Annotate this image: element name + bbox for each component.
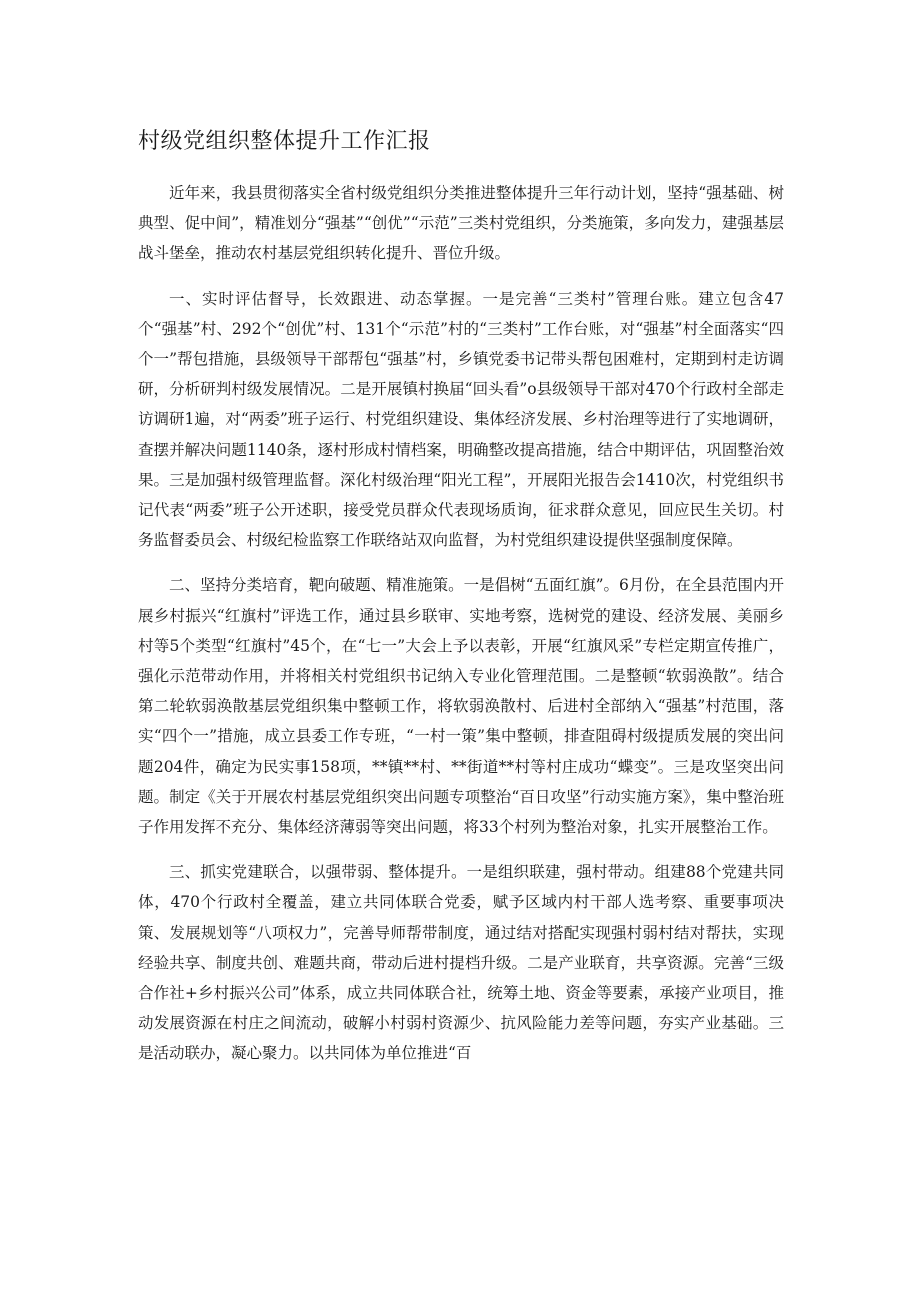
document-body xyxy=(138,178,784,1084)
section-two-paragraph: 二、坚持分类培育，靶向破题、精准施策。一是倡树“五面红旗”。6月份，在全县范围内开展乡村振兴“红旗村”评选工作，通过县乡联审、实地考察，选树党的建设、经济发展、美丽乡村等5个类型“红旗村”45个，在“七一”大会上予以表彰，开展“红旗风采”专栏定期宣传推广，强化示范带动作用，并将相关村党组织书记纳入专业化管理范围。二是整顿“软弱涣散”。结合第二轮软弱涣散基层党组织集中整顿工作，将软弱涣散村、后进村全部纳入“强基”村范围，落实“四个一”措施，成立县委工作专班，“一村一策”集中整顿，排查阻碍村级提质发展的突出问题204件，确定为民实事158项，**镇**村、**街道**村等村庄成功“蝶变”。三是攻坚突出问题。制定《关于开展农村基层党组织突出问题专项整治“百日攻坚”行动实施方案》，集中整治班子作用发挥不充分、集体经济薄弱等突出问题，将33个村列为整治对象，扎实开展整治工作。 xyxy=(138,576,784,837)
document-title: 村级党组织整体提升工作汇报 xyxy=(138,129,431,154)
section-one-paragraph: 一、实时评估督导，长效跟进、动态掌握。一是完善“三类村”管理台账。建立包含47个“强基”村、292个“创优”村、131个“示范”村的“三类村”工作台账，对“强基”村全面落实“四个一”帮包措施，县级领导干部帮包“强基”村，乡镇党委书记带头帮包困难村，定期到村走访调研，分析研判村级发展情况。二是开展镇村换届“回头看”o县级领导干部对470个行政村全部走访调研1遍，对“两委”班子运行、村党组织建设、集体经济发展、乡村治理等进行了实地调研，查摆并解决问题1140条，逐村形成村情档案，明确整改提高措施，结合中期评估，巩固整治效果。三是加强村级管理监督。深化村级治理“阳光工程”，开展阳光报告会1410次，村党组织书记代表“两委”班子公开述职，接受党员群众代表现场质询，征求群众意见，回应民生关切。村务监督委员会、村级纪检监察工作联络站双向监督，为村党组织建设提供坚强制度保障。 xyxy=(138,289,784,550)
intro-paragraph: 近年来，我县贯彻落实全省村级党组织分类推进整体提升三年行动计划，坚持“强基础、树典型、促中间”，精准划分“强基”“创优”“示范”三类村党组织，分类施策，多向发力，建强基层战斗堡垒，推动农村基层党组织转化提升、晋位升级。 xyxy=(138,184,784,263)
section-three-paragraph: 三、抓实党建联合，以强带弱、整体提升。一是组织联建，强村带动。组建88个党建共同体，470个行政村全覆盖，建立共同体联合党委，赋予区域内村干部人选考察、重要事项决策、发展规划等“八项权力”，完善导师帮带制度，通过结对搭配实现强村弱村结对帮扶，实现经验共享、制度共创、难题共商，带动后进村提档升级。二是产业联育，共享资源。完善“三级合作社+乡村振兴公司”体系，成立共同体联合社，统筹土地、资金等要素，承接产业项目，推动发展资源在村庄之间流动，破解小村弱村资源少、抗风险能力差等问题，夯实产业基础。三是活动联办，凝心聚力。以共同体为单位推进“百 xyxy=(138,863,784,1063)
